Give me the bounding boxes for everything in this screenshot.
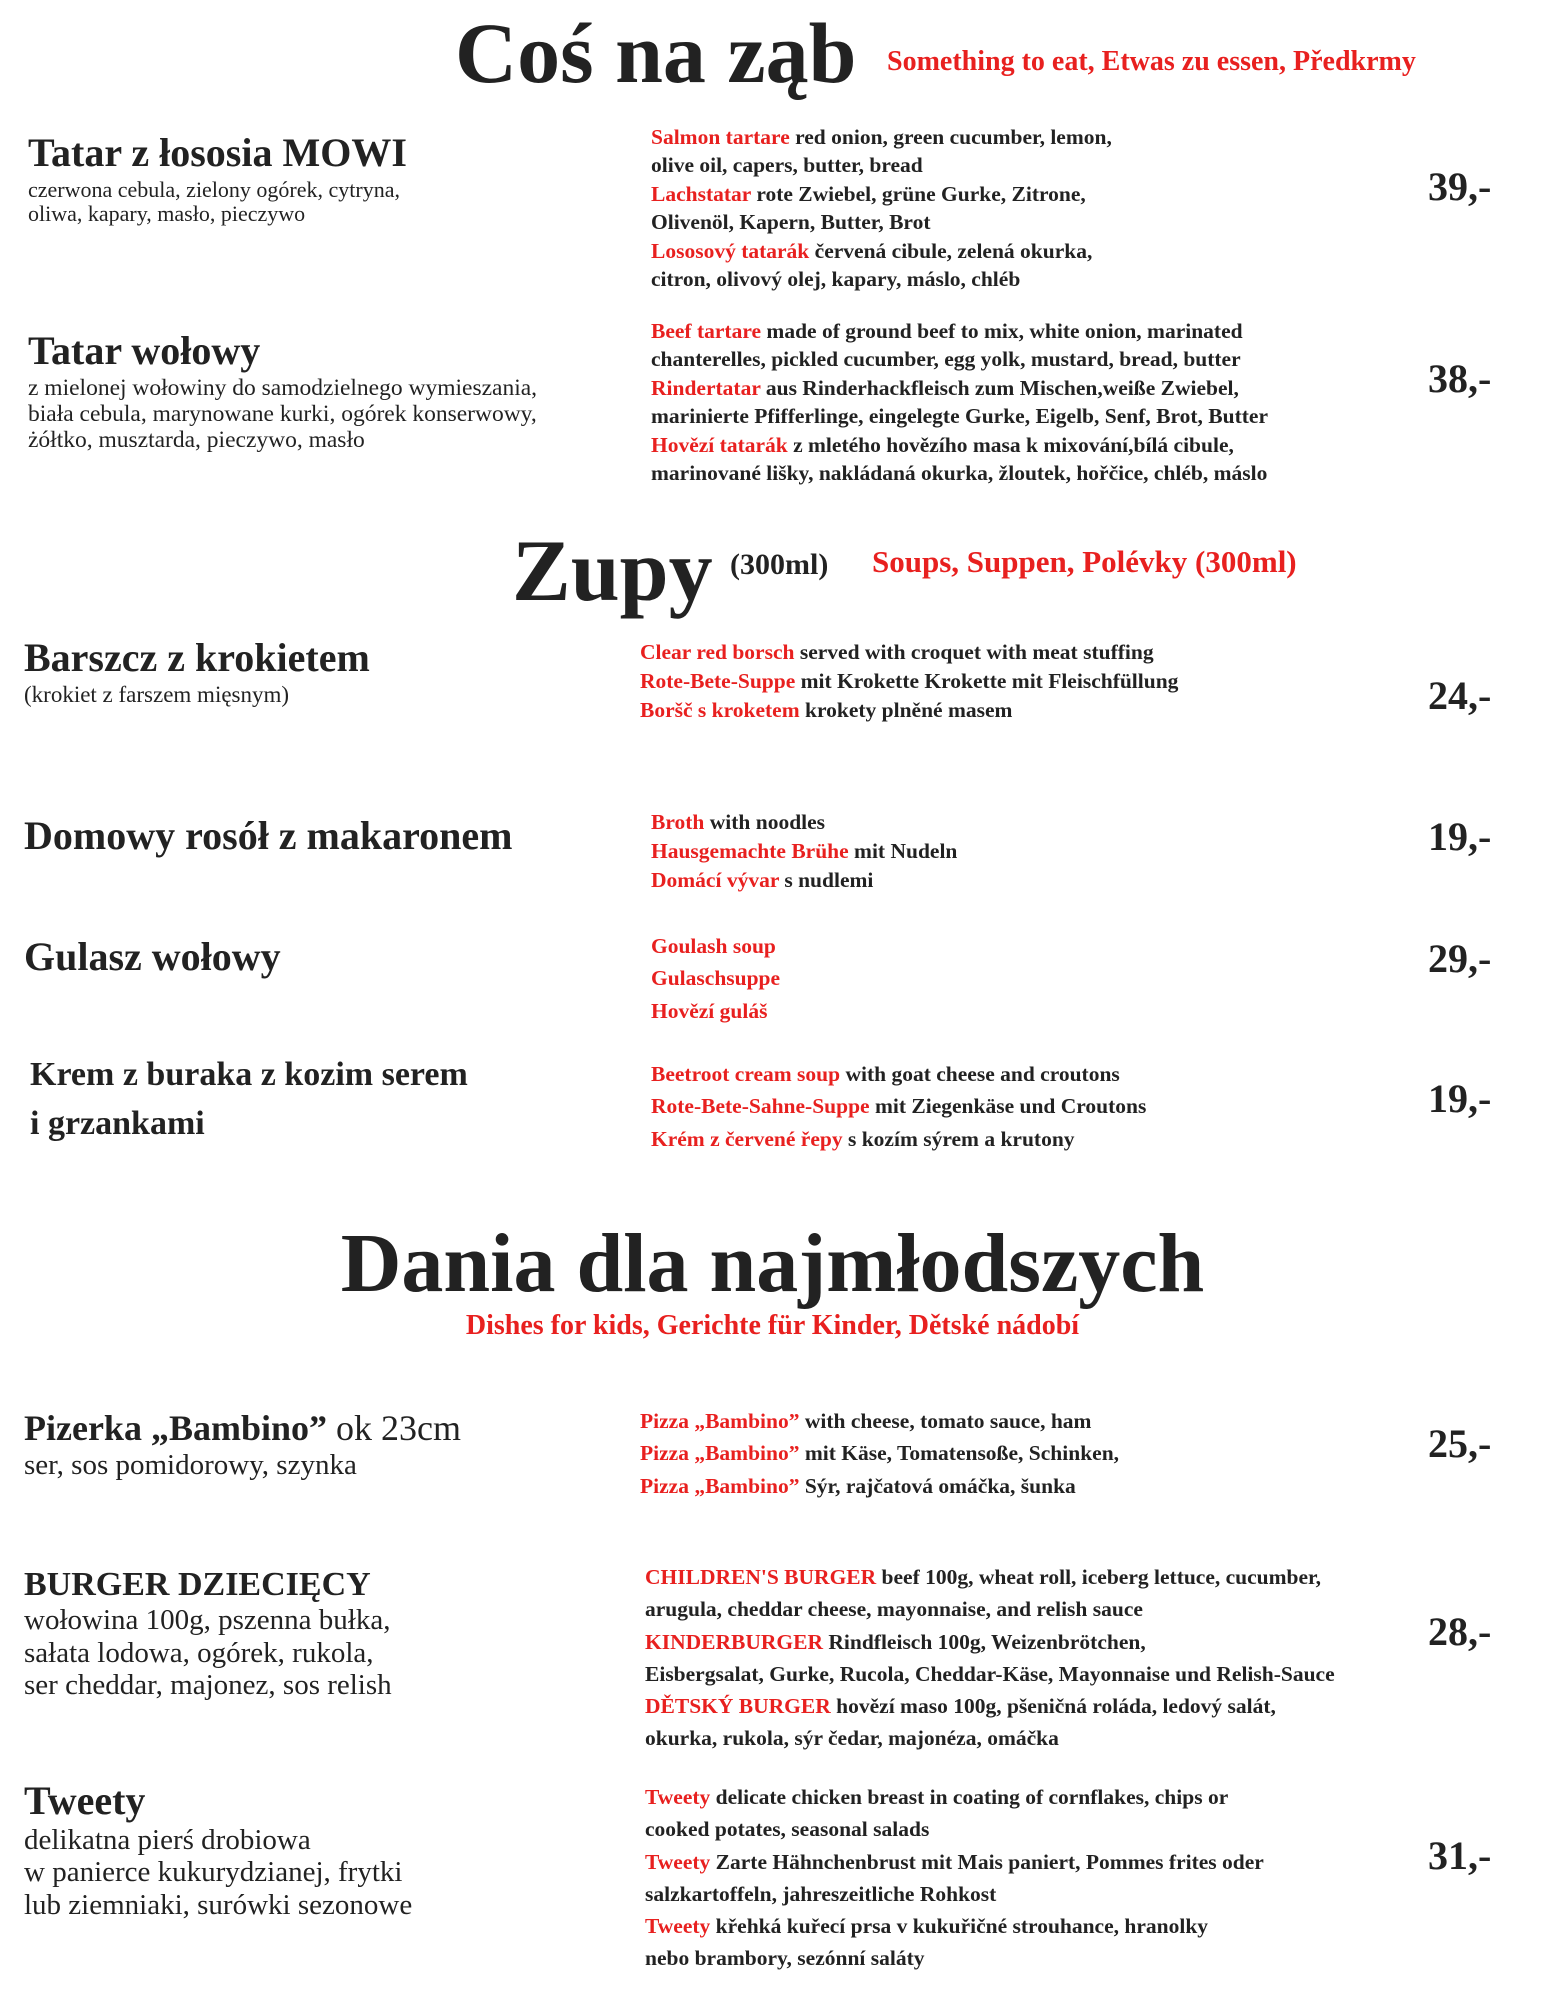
dish-name: BURGER DZIECIĘCY: [24, 1566, 371, 1603]
translation-highlight: Salmon tartare: [651, 125, 790, 149]
translation-line: Lachstatar rote Zwiebel, grüne Gurke, Zitrone,: [651, 181, 1086, 206]
translation-line: Domácí vývar s nudlemi: [651, 867, 874, 892]
dish-borscht: [24, 635, 370, 708]
translation-line: Eisbergsalat, Gurke, Rucola, Cheddar-Käse, Mayonnaise und Relish-Sauce: [645, 1661, 1335, 1686]
translation-line: Pizza „Bambino” mit Käse, Tomatensoße, Schinken,: [640, 1441, 1120, 1466]
dish-name-line: i grzankami: [30, 1105, 205, 1143]
desc-line: z mielonej wołowiny do samodzielnego wymieszania,: [28, 375, 538, 401]
dish-name: Barszcz z krokietem: [24, 635, 370, 680]
dish-description: [24, 1824, 412, 1921]
desc-line: sałata lodowa, ogórek, rukola,: [24, 1636, 374, 1669]
desc-line: oliwa, kapary, masło, pieczywo: [28, 200, 306, 226]
translation-line: Clear red borsch served with croquet with meat stuffing: [640, 640, 1154, 664]
section-subtitle-soups: Soups, Suppen, Polévky (300ml): [872, 544, 1297, 579]
price-pizza: 25,-: [1428, 1421, 1492, 1466]
desc-line: wołowina 100g, pszenna bułka,: [24, 1604, 391, 1637]
translation-line: marinované lišky, nakládaná okurka, žloutek, hořčice, chléb, máslo: [651, 460, 1268, 485]
dish-salmon-tartare: [28, 130, 407, 226]
translation-line: Lososový tatarák červená cibule, zelená okurka,: [651, 238, 1093, 263]
translations-beet: [651, 1058, 1146, 1155]
translation-line: Olivenöl, Kapern, Butter, Brot: [651, 210, 931, 235]
desc-line: w panierce kukurydzianej, frytki: [24, 1856, 403, 1889]
price-broth: 19,-: [1428, 814, 1492, 859]
price-borscht: 24,-: [1428, 673, 1492, 718]
dish-kids-burger: [24, 1565, 392, 1702]
dish-name: Tatar z łososia MOWI: [28, 130, 407, 175]
dish-name: Pizerka „Bambino” ok 23cm: [24, 1408, 461, 1448]
translation-line: Tweety Zarte Hähnchenbrust mit Mais paniert, Pommes frites oder: [645, 1849, 1264, 1874]
desc-line: czerwona cebula, zielony ogórek, cytryna,: [28, 177, 400, 202]
translation-line: Krém z červené řepy s kozím sýrem a krutony: [651, 1126, 1075, 1151]
translation-line: Pizza „Bambino” with cheese, tomato sauce, ham: [640, 1409, 1092, 1433]
translation-line: okurka, rukola, sýr čedar, majonéza, omáčka: [645, 1726, 1059, 1751]
translation-line: citron, olivový olej, kapary, máslo, chléb: [651, 266, 1021, 291]
translations-broth: [651, 808, 957, 894]
translations-burger: [645, 1561, 1335, 1755]
translation-line: Boršč s kroketem krokety plněné masem: [640, 697, 1013, 722]
translation-line: nebo brambory, sezónní saláty: [645, 1946, 925, 1971]
dish-size: ok 23cm: [327, 1408, 461, 1448]
dish-beef-tartare: [28, 328, 537, 454]
dish-name-line: Krem z buraka z kozim serem: [30, 1056, 468, 1093]
translation-line: Rote-Bete-Suppe mit Krokette Krokette mit Fleischfüllung: [640, 668, 1179, 693]
translation-line: CHILDREN'S BURGER beef 100g, wheat roll, iceberg lettuce, cucumber,: [645, 1565, 1321, 1589]
dish-description: [28, 178, 407, 226]
translation-line: chanterelles, pickled cucumber, egg yolk, mustard, bread, butter: [651, 347, 1241, 372]
dish-name: Tweety: [24, 1778, 146, 1823]
dish-name: Gulasz wołowy: [24, 934, 281, 979]
section-subtitle-kids: Dishes for kids, Gerichte für Kinder, Dětské nádobí: [465, 1310, 1080, 1341]
translation-line: marinierte Pfifferlinge, eingelegte Gurke, Eigelb, Senf, Brot, Butter: [651, 404, 1268, 429]
dish-beet-cream: [30, 1050, 468, 1149]
dish-name: Domowy rosół z makaronem: [24, 813, 513, 858]
dish-broth: [24, 813, 512, 859]
translation-line: Hausgemachte Brühe mit Nudeln: [651, 838, 958, 863]
translation-line: Salmon tartare red onion, green cucumber, lemon,: [651, 125, 1112, 149]
section-title-kids: Dania dla najmłodszych: [340, 1217, 1205, 1310]
section-note-soups: (300ml): [730, 548, 829, 581]
price-beef: 38,-: [1428, 356, 1492, 401]
dish-pizza-bambino: [24, 1408, 461, 1482]
desc-line: żółtko, musztarda, pieczywo, masło: [28, 426, 365, 453]
dish-name: Tatar wołowy: [28, 328, 261, 373]
translations-beef: [651, 317, 1268, 487]
translation-line: olive oil, capers, butter, bread: [651, 153, 923, 178]
dish-tweety: [24, 1778, 412, 1921]
dish-description: [24, 1449, 461, 1481]
translation-line: cooked potates, seasonal salads: [645, 1817, 930, 1842]
price-beet: 19,-: [1428, 1076, 1492, 1121]
desc-line: (krokiet z farszem mięsnym): [24, 682, 290, 707]
translations-salmon: [651, 123, 1112, 293]
translation-line: Gulaschsuppe: [651, 966, 781, 991]
section-title-snacks: Coś na ząb: [455, 5, 857, 101]
translation-line: Tweety delicate chicken breast in coating of cornflakes, chips or: [645, 1785, 1229, 1809]
translation-line: KINDERBURGER Rindfleisch 100g, Weizenbrötchen,: [645, 1629, 1146, 1654]
translation-line: DĚTSKÝ BURGER hovězí maso 100g, pšeničná roláda, ledový salát,: [645, 1694, 1276, 1718]
dish-goulash: [24, 934, 281, 980]
translation-line: Broth with noodles: [651, 810, 826, 834]
translation-line: Goulash soup: [651, 934, 776, 958]
desc-line: lub ziemniaki, surówki sezonowe: [24, 1888, 413, 1921]
dish-description: [24, 1604, 392, 1701]
translation-line: Pizza „Bambino” Sýr, rajčatová omáčka, šunka: [640, 1473, 1076, 1498]
section-title-soups: Zupy: [512, 523, 713, 620]
translation-line: Beef tartare made of ground beef to mix, white onion, marinated: [651, 319, 1243, 343]
translations-borscht: [640, 638, 1178, 724]
translations-tweety: [645, 1781, 1264, 1975]
translations-goulash: [651, 930, 780, 1027]
translation-line: Beetroot cream soup with goat cheese and croutons: [651, 1062, 1120, 1086]
desc-line: ser, sos pomidorowy, szynka: [24, 1449, 357, 1482]
desc-line: ser cheddar, majonez, sos relish: [24, 1669, 392, 1702]
price-salmon: 39,-: [1428, 164, 1492, 209]
section-subtitle-snacks: Something to eat, Etwas zu essen, Předkrmy: [887, 46, 1416, 77]
price-burger: 28,-: [1428, 1609, 1492, 1654]
desc-line: biała cebula, marynowane kurki, ogórek konserwowy,: [28, 400, 537, 427]
translation-line: Hovězí guláš: [651, 998, 768, 1023]
translation-line: arugula, cheddar cheese, mayonnaise, and relish sauce: [645, 1597, 1143, 1622]
dish-description: [28, 376, 537, 454]
translation-line: Hovězí tatarák z mletého hovězího masa k mixování,bílá cibule,: [651, 432, 1234, 457]
translations-pizza: [640, 1405, 1119, 1502]
price-tweety: 31,-: [1428, 1833, 1492, 1878]
dish-description: [24, 683, 370, 708]
price-goulash: 29,-: [1428, 936, 1492, 981]
translation-line: Rote-Bete-Sahne-Suppe mit Ziegenkäse und Croutons: [651, 1094, 1147, 1119]
desc-line: delikatna pierś drobiowa: [24, 1824, 311, 1856]
translation-line: Tweety křehká kuřecí prsa v kukuřičné strouhance, hranolky: [645, 1914, 1209, 1938]
translation-line: Rindertatar aus Rinderhackfleisch zum Mischen,weiße Zwiebel,: [651, 375, 1239, 400]
translation-line: salzkartoffeln, jahreszeitliche Rohkost: [645, 1881, 997, 1906]
